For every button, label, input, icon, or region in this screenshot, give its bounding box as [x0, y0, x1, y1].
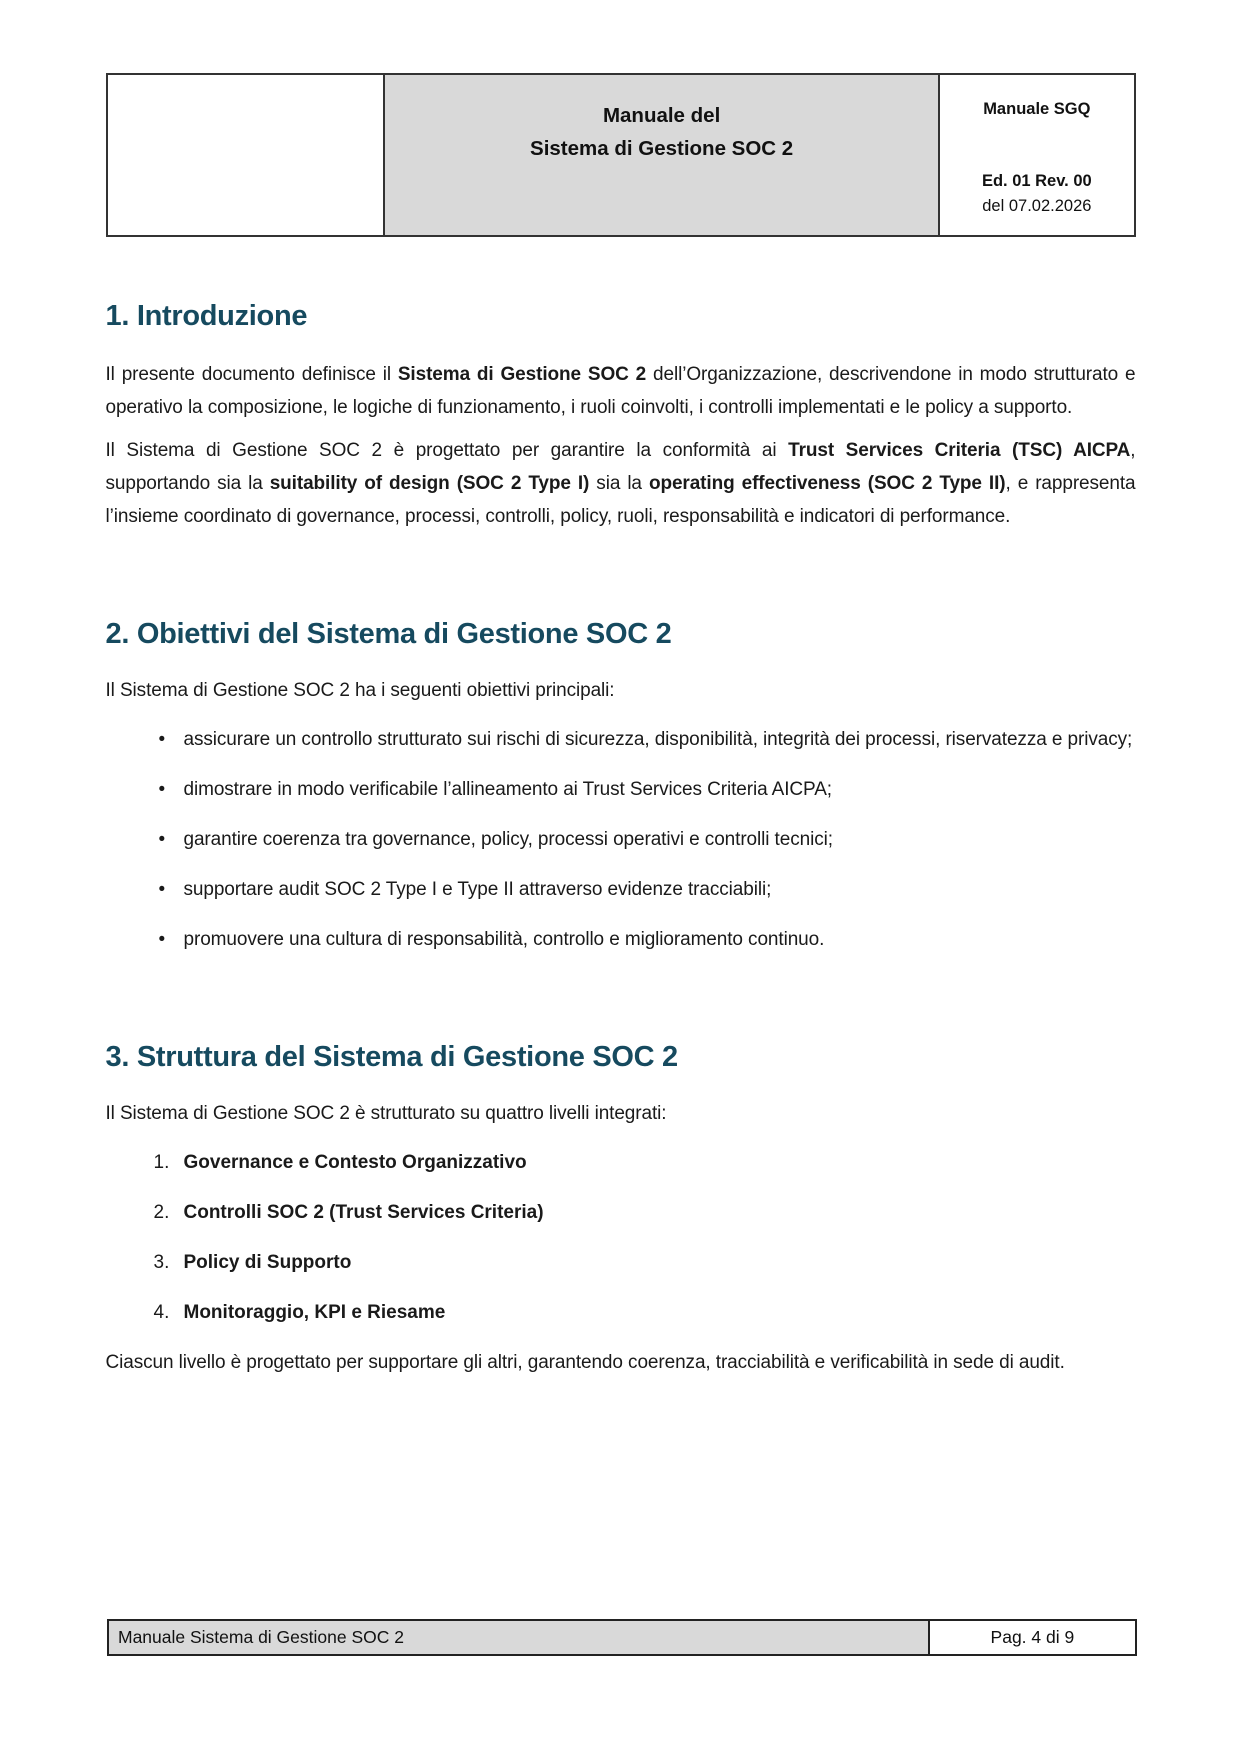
- list-item-text: supportare audit SOC 2 Type I e Type II attraverso evidenze tracciabili;: [183, 879, 772, 900]
- list-item-number: 4.: [153, 1302, 170, 1323]
- list-item: [106, 1146, 1136, 1179]
- bullet-marker: •: [158, 729, 166, 750]
- footer-page-number: Pag. 4 di 9: [930, 1621, 1135, 1654]
- header-title-line2: Sistema di Gestione SOC 2: [530, 137, 794, 160]
- list-item-text: dimostrare in modo verificabile l’allineamento ai Trust Services Criteria AICPA;: [183, 779, 832, 800]
- objectives-list: [106, 723, 1136, 956]
- list-item-text: Governance e Contesto Organizzativo: [183, 1152, 527, 1173]
- list-item: [106, 923, 1136, 956]
- header-doc-code: Manuale SGQ: [983, 100, 1091, 118]
- header-logo-cell: [107, 74, 385, 236]
- list-item: [106, 723, 1136, 756]
- header-date: del 07.02.2026: [982, 197, 1092, 215]
- document-footer-table: [107, 1619, 1137, 1656]
- section-3-intro: Il Sistema di Gestione SOC 2 è strutturato su quattro livelli integrati:: [105, 1103, 667, 1124]
- header-title-cell: [384, 74, 939, 236]
- bullet-marker: •: [158, 879, 166, 900]
- list-item: [106, 773, 1136, 806]
- section-2-intro: Il Sistema di Gestione SOC 2 ha i seguenti obiettivi principali:: [105, 680, 615, 701]
- header-meta-cell: [939, 74, 1134, 236]
- list-item-number: 2.: [153, 1202, 170, 1223]
- section-3-outro: Ciascun livello è progettato per supportare gli altri, garantendo coerenza, tracciabilità e verificabilità in sede di audit.: [105, 1352, 1065, 1373]
- list-item: [106, 1246, 1136, 1279]
- section-3-heading: 3. Struttura del Sistema di Gestione SOC 2: [105, 1041, 678, 1073]
- header-title-line1: Manuale del: [602, 104, 721, 127]
- header-edition: Ed. 01 Rev. 00: [981, 172, 1092, 190]
- section-1-heading: 1. Introduzione: [105, 300, 308, 332]
- list-item-text: garantire coerenza tra governance, policy, processi operativi e controlli tecnici;: [183, 829, 833, 850]
- list-item-text: assicurare un controllo strutturato sui rischi di sicurezza, disponibilità, integrità dei processi, riservatezza e privacy;: [183, 729, 1133, 750]
- section-1-paragraph-1: Il presente documento definisce il Sistema di Gestione SOC 2 dell’Organizzazione, descrivendone in modo strutturato e operativo la composizione, le logiche di funzionamento, i ruoli coinvolti, i controlli implementati e le policy a supporto.: [105, 364, 1136, 418]
- document-header-table: [106, 73, 1136, 237]
- section-2-heading: 2. Obiettivi del Sistema di Gestione SOC 2: [105, 618, 672, 650]
- list-item-text: promuovere una cultura di responsabilità, controllo e miglioramento continuo.: [183, 929, 825, 950]
- bullet-marker: •: [158, 829, 166, 850]
- list-item: [106, 873, 1136, 906]
- list-item: [106, 1196, 1136, 1229]
- list-item-text: Monitoraggio, KPI e Riesame: [183, 1302, 446, 1323]
- list-item: [106, 823, 1136, 856]
- structure-levels-list: [106, 1146, 1136, 1329]
- footer-title-cell: Manuale Sistema di Gestione SOC 2: [109, 1621, 930, 1654]
- bullet-marker: •: [158, 779, 166, 800]
- list-item-text: Policy di Supporto: [183, 1252, 352, 1273]
- page-content: [106, 0, 1136, 1379]
- section-1-paragraph-2: Il Sistema di Gestione SOC 2 è progettato per garantire la conformità ai Trust Services Criteria (TSC) AICPA, supportando sia la suitability of design (SOC 2 Type I) sia la operating effectiveness (SOC 2 Type II), e rappresenta l’insieme coordinato di governance, processi, controlli, policy, ruoli, responsabilità e indicatori di performance.: [105, 440, 1136, 527]
- list-item-number: 3.: [153, 1252, 170, 1273]
- list-item-text: Controlli SOC 2 (Trust Services Criteria): [183, 1202, 544, 1223]
- list-item: [106, 1296, 1136, 1329]
- bullet-marker: •: [158, 929, 166, 950]
- list-item-number: 1.: [153, 1152, 170, 1173]
